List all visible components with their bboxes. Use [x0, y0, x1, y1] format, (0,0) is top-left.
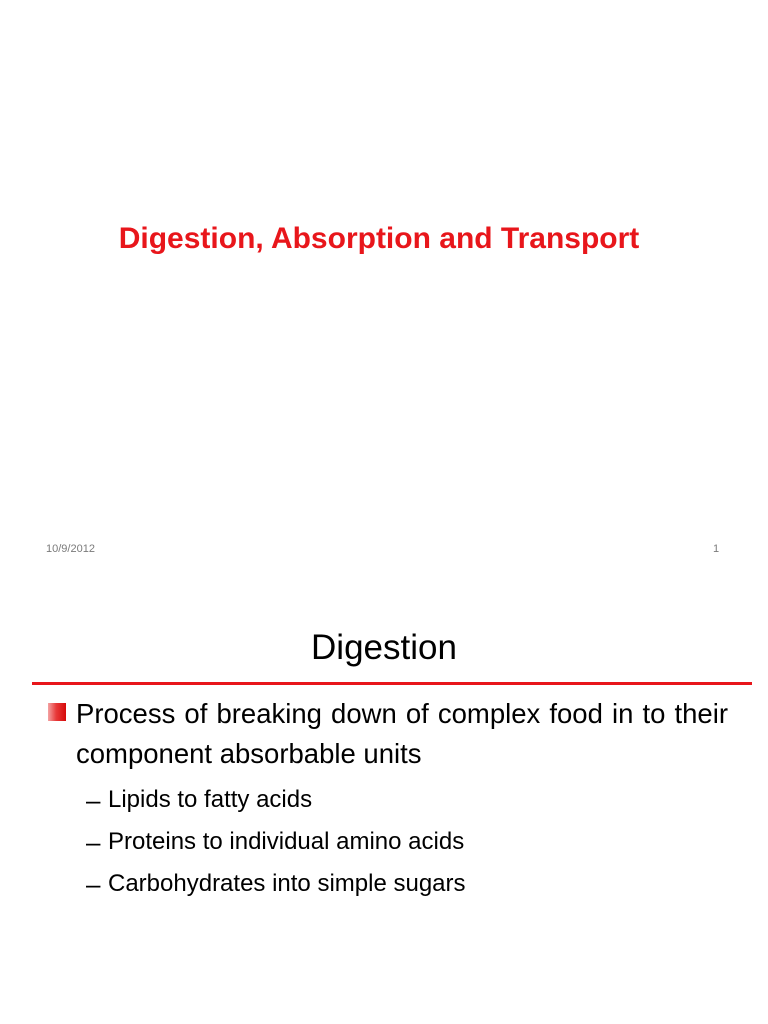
sub-bullet-item — [86, 863, 726, 905]
title-divider — [32, 682, 752, 685]
slide-2 — [0, 576, 768, 1024]
dash-bullet-icon: – — [86, 785, 101, 815]
footer-date: 10/9/2012 — [46, 543, 95, 555]
sub-bullet-list — [86, 779, 726, 905]
slide-title: Digestion — [311, 628, 457, 667]
bullet-item — [48, 694, 728, 774]
sub-bullet-item — [86, 821, 726, 863]
sub-bullet-text: Carbohydrates into simple sugars — [108, 870, 466, 897]
dash-bullet-icon: – — [86, 827, 101, 857]
square-bullet-icon — [48, 703, 66, 721]
slide-title: Digestion, Absorption and Transport — [118, 222, 640, 255]
footer-page-number: 1 — [713, 543, 720, 555]
sub-bullet-text: Lipids to fatty acids — [108, 786, 313, 813]
bullet-text: Process of breaking down of complex food in to their component absorbable units — [76, 698, 728, 769]
dash-bullet-icon: – — [86, 869, 101, 899]
sub-bullet-text: Proteins to individual amino acids — [108, 828, 465, 855]
sub-bullet-item — [86, 779, 726, 821]
